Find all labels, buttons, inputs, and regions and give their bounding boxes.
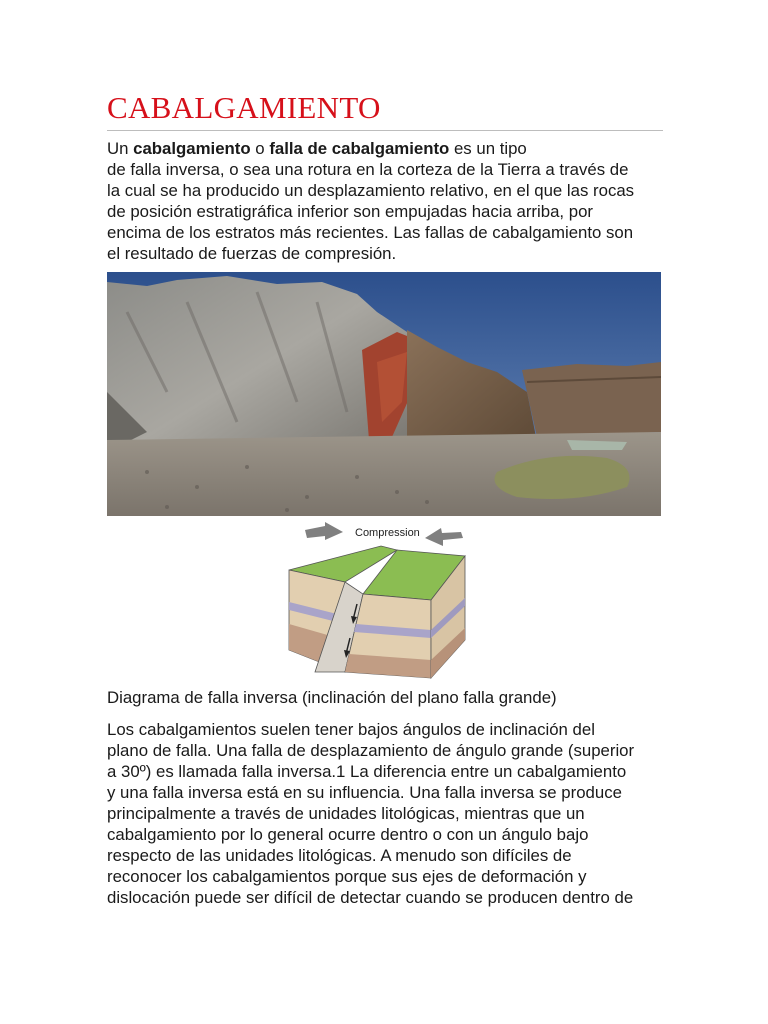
compression-label: Compression <box>355 527 420 539</box>
term-cabalgamiento: cabalgamiento <box>133 139 251 158</box>
body-line: cabalgamiento por lo general ocurre dentro o con un ángulo bajo <box>107 825 589 844</box>
title-divider <box>107 130 663 131</box>
intro-line: encima de los estratos más recientes. Las fallas de cabalgamiento son <box>107 223 634 242</box>
right-compression-arrow-icon <box>425 528 463 546</box>
page-title: CABALGAMIENTO <box>107 90 381 125</box>
body-line: Los cabalgamientos suelen tener bajos ángulos de inclinación del <box>107 720 595 739</box>
body-line: reconocer los cabalgamientos porque sus ejes de deformación y <box>107 867 587 886</box>
thrust-fault-photo <box>107 272 661 516</box>
body-line: dislocación puede ser difícil de detectar cuando se producen dentro de <box>107 888 634 907</box>
intro-paragraph <box>107 138 663 264</box>
intro-line: la cual se ha producido un desplazamiento relativo, en el que las rocas <box>107 181 635 200</box>
intro-line: de posición estratigráfica inferior son empujadas hacia arriba, por <box>107 202 593 221</box>
body-line: principalmente a través de unidades litológicas, mientras que un <box>107 804 585 823</box>
body-line: respecto de las unidades litológicas. A menudo son difíciles de <box>107 846 572 865</box>
term-falla-de-cabalgamiento: falla de cabalgamiento <box>269 139 450 158</box>
intro-line: el resultado de fuerzas de compresión. <box>107 244 397 263</box>
reverse-fault-diagram <box>285 520 485 686</box>
left-compression-arrow-icon <box>305 522 343 540</box>
intro-first-line: Un cabalgamiento o falla de cabalgamiento es un tipo <box>107 139 527 158</box>
body-line: a 30º) es llamada falla inversa.1 La diferencia entre un cabalgamiento <box>107 762 627 781</box>
intro-line: de falla inversa, o sea una rotura en la corteza de la Tierra a través de <box>107 160 629 179</box>
diagram-caption: Diagrama de falla inversa (inclinación del plano falla grande) <box>107 688 557 707</box>
body-paragraph <box>107 719 663 908</box>
body-line: plano de falla. Una falla de desplazamiento de ángulo grande (superior <box>107 741 635 760</box>
body-line: y una falla inversa está en su influencia. Una falla inversa se produce <box>107 783 622 802</box>
